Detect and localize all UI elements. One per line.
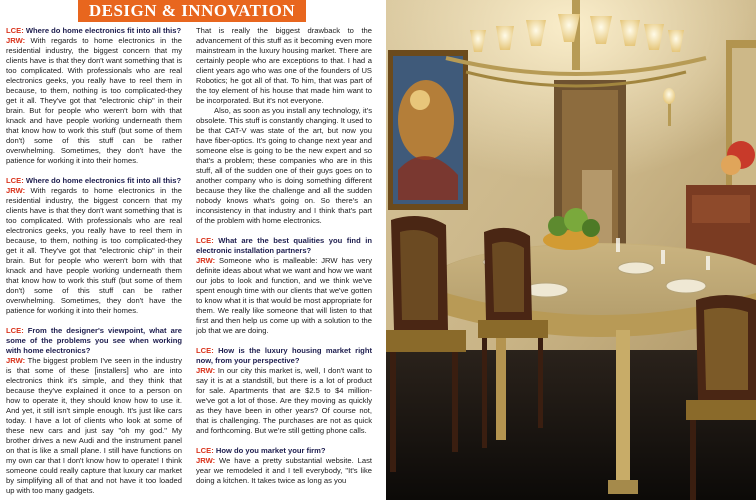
question-text: Where do home electronics fit into all this? (23, 26, 182, 35)
question-text: From the designer's viewpoint, what are some of the problems you see when working with home electronics? (6, 326, 182, 355)
answer (6, 186, 182, 316)
dining-room-illustration (386, 0, 756, 500)
question (6, 176, 182, 186)
answer-text: Someone who is malleable: JRW has very definite ideas about what we want and how we want our jobs to look and function, and we think we've spent enough time with our clients that we've gotten to know what it is that would be most appropriate for them. We really like someone that will listen to that first and then help us come up with a solution to the job that we are doing. (196, 256, 372, 335)
speaker-tag: JRW: (6, 356, 26, 365)
question (196, 346, 372, 366)
body-paragraph: That is really the biggest drawback to the advancement of this stuff as it becoming even more mainstream in the luxury housing market. There are certainly people who are exceptions to that. I had a client years ago who was one of the founders of US Robotics; he got all of that. To him, that was part of the toy element of his house that made him want to be incorporated. But it's not everyone. (196, 26, 372, 105)
question-text: How is the luxury housing market right now, from your perspective? (196, 346, 372, 365)
article-column-right (196, 26, 372, 500)
section-header: DESIGN & INNOVATION (78, 0, 306, 22)
speaker-tag: JRW: (196, 256, 216, 265)
article-column-left (6, 26, 182, 500)
answer (196, 256, 372, 336)
speaker-tag: JRW: (196, 366, 216, 375)
speaker-tag: LCE: (196, 446, 214, 455)
answer-text: With regards to home electronics in the residential industry, the biggest concern that my clients have is that they don't want something that is too complicated. With professionals who are real electronics geeks, you really have to reel them in because, to them, nothing is too complicated-they get it all. They've got that "electronic chip" in their brain. But for people who weren't born with that knack and have people working underneath them that know how to work this stuff (but some of them don't) some of this stuff can be rather overwhelming. Sometimes, they don't have the patience for working it into their homes. (6, 36, 182, 165)
speaker-tag: LCE: (196, 346, 214, 355)
body-paragraph: Also, as soon as you install any technology, it's obsolete. This stuff is constantly changing. It used to be that CAT-V was state of the art, but now you have fiber-optics. It's going to change next year and someone else is going to be the new expert and so that's a problem; these companies who are in this stuff, all of the sudden one of their guys goes on to another company who is doing something different because they like the challenge and all the sudden nobody knows what's going on. So there's an inconsistency in that industry and I think that's part of the problem with home electronics. (196, 106, 372, 225)
question (196, 236, 372, 256)
answer (6, 356, 182, 496)
speaker-tag: LCE: (196, 236, 214, 245)
speaker-tag: LCE: (6, 26, 24, 35)
question-text: How do you market your firm? (213, 446, 326, 455)
answer-text: With regards to home electronics in the residential industry, the biggest concern that my clients have is that they don't want something that is too complicated. With professionals who are real electronics geeks, you really have to reel them in because, to them, nothing is too complicated-they get it all. They've got that "electronic chip" in their brain. But for people who weren't born with that knack and have people working underneath them that know how to work this stuff (but some of them don't) some of this stuff can be rather overwhelming. Sometimes, they don't have the patience for working it into their homes. (6, 186, 182, 315)
question-text: Where do home electronics fit into all this? (23, 176, 182, 185)
speaker-tag: JRW: (6, 186, 26, 195)
question (6, 26, 182, 36)
question (196, 446, 372, 456)
answer-text: The biggest problem I've seen in the industry is that some of these [installers] who are into electronics think it's simple, and they think that because they've explained it once to a person on how to operate it, they should know how to use it. And yet, it still isn't simple enough. It's just like cars today. I have a lot of clients who look at some of these new cars and just say "oh my god." My brother drives a new Audi and the instrument panel on that is like a small plane. I still have functions on my own car that I don't know how to operate! I think someone could really capture that luxury car market by simplifying all of that and not have it too loaded up with too many gadgets. (6, 356, 182, 495)
answer-text: We have a pretty substantial website. Last year we remodeled it and I tell everybody, "It's like doing a kitchen. It takes twice as long as you (196, 456, 372, 485)
answer-text: In our city this market is, well, I don't want to say it is at a standstill, but there is a lot of product for sale. Apartments that are $2.5 to $4 million-we've got a lot of those. Are they moving as quickly as they have been in other years? Of course not, that is challenging. The purchases are not as quick and forthcoming. But we're still getting phone calls. (196, 366, 372, 435)
speaker-tag: LCE: (6, 326, 24, 335)
question (6, 326, 182, 356)
answer (196, 366, 372, 436)
speaker-tag: JRW: (196, 456, 216, 465)
speaker-tag: LCE: (6, 176, 24, 185)
answer (196, 456, 372, 486)
dining-room-photo (386, 0, 756, 500)
speaker-tag: JRW: (6, 36, 26, 45)
question-text: What are the best qualities you find in electronic installation partners? (196, 236, 372, 255)
answer (6, 36, 182, 166)
